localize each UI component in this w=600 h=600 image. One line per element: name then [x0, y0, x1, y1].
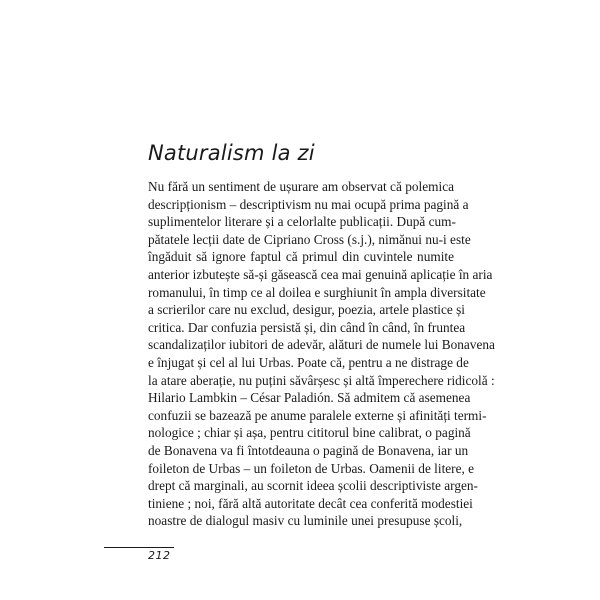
paragraph-line: e înjugat și cel al lui Urbas. Poate că, pentru a ne distrage de: [148, 354, 469, 370]
paragraph-line: nologice ; chiar și așa, pentru cititorul bine calibrat, o pagină: [148, 425, 471, 441]
page-number: 212: [148, 549, 171, 562]
paragraph-line: pătatele lecții date de Cipriano Cross (s.j.), nimănui nu-i este: [148, 231, 471, 247]
paragraph-line: Hilario Lambkin – César Paladión. Să admitem că asemenea: [148, 390, 471, 406]
footer-rule: [104, 547, 174, 548]
paragraph-line: critica. Dar confuzia persistă și, din când în când, în fruntea: [148, 319, 466, 335]
paragraph-line: romanului, în timp ce al doilea e surghiunit în ampla diversitate: [148, 284, 486, 300]
paragraph-line: drept că marginali, au scornit ideea școlii descriptiviste argen-: [148, 478, 478, 494]
paragraph-line: anterior izbutește să-și găsească cea mai genuină aplicație în aria: [148, 266, 493, 282]
paragraph-line: descripționism – descriptivism nu mai ocupă prima pagină a: [148, 196, 469, 212]
paragraph-line: noastre de dialogul masiv cu luminile unei presupuse școli,: [148, 513, 463, 529]
paragraph-line: confuzii se bazează pe anume paralele externe și afinități termi-: [148, 407, 487, 423]
paragraph-line: Nu fără un sentiment de ușurare am observat că polemica: [148, 179, 454, 194]
paragraph-line: tiniene ; noi, fără altă autoritate decât cea conferită modestiei: [148, 495, 473, 511]
paragraph-line: foileton de Urbas – un foileton de Urbas. Oamenii de litere, e: [148, 460, 475, 476]
paragraph-line: a scrierilor care nu exclud, desigur, poezia, artele plastice și: [148, 302, 465, 318]
paragraph-line: la atare aberație, nu puțini săvârșesc și altă împerechere ridicolă :: [148, 372, 495, 388]
paragraph-line: scandalizaților iubitori de adevăr, alături de numele lui Bonavena: [148, 337, 495, 353]
chapter-title: Naturalism la zi: [148, 141, 315, 165]
paragraph-line: îngăduit să ignore faptul că primul din cuvintele numite: [148, 249, 454, 265]
paragraph-line: suplimentelor literare și a celorlalte publicații. După cum-: [148, 214, 456, 230]
paragraph-line: de Bonavena va fi întotdeauna o pagină de Bonavena, iar un: [148, 442, 469, 458]
body-paragraph: [148, 178, 495, 530]
